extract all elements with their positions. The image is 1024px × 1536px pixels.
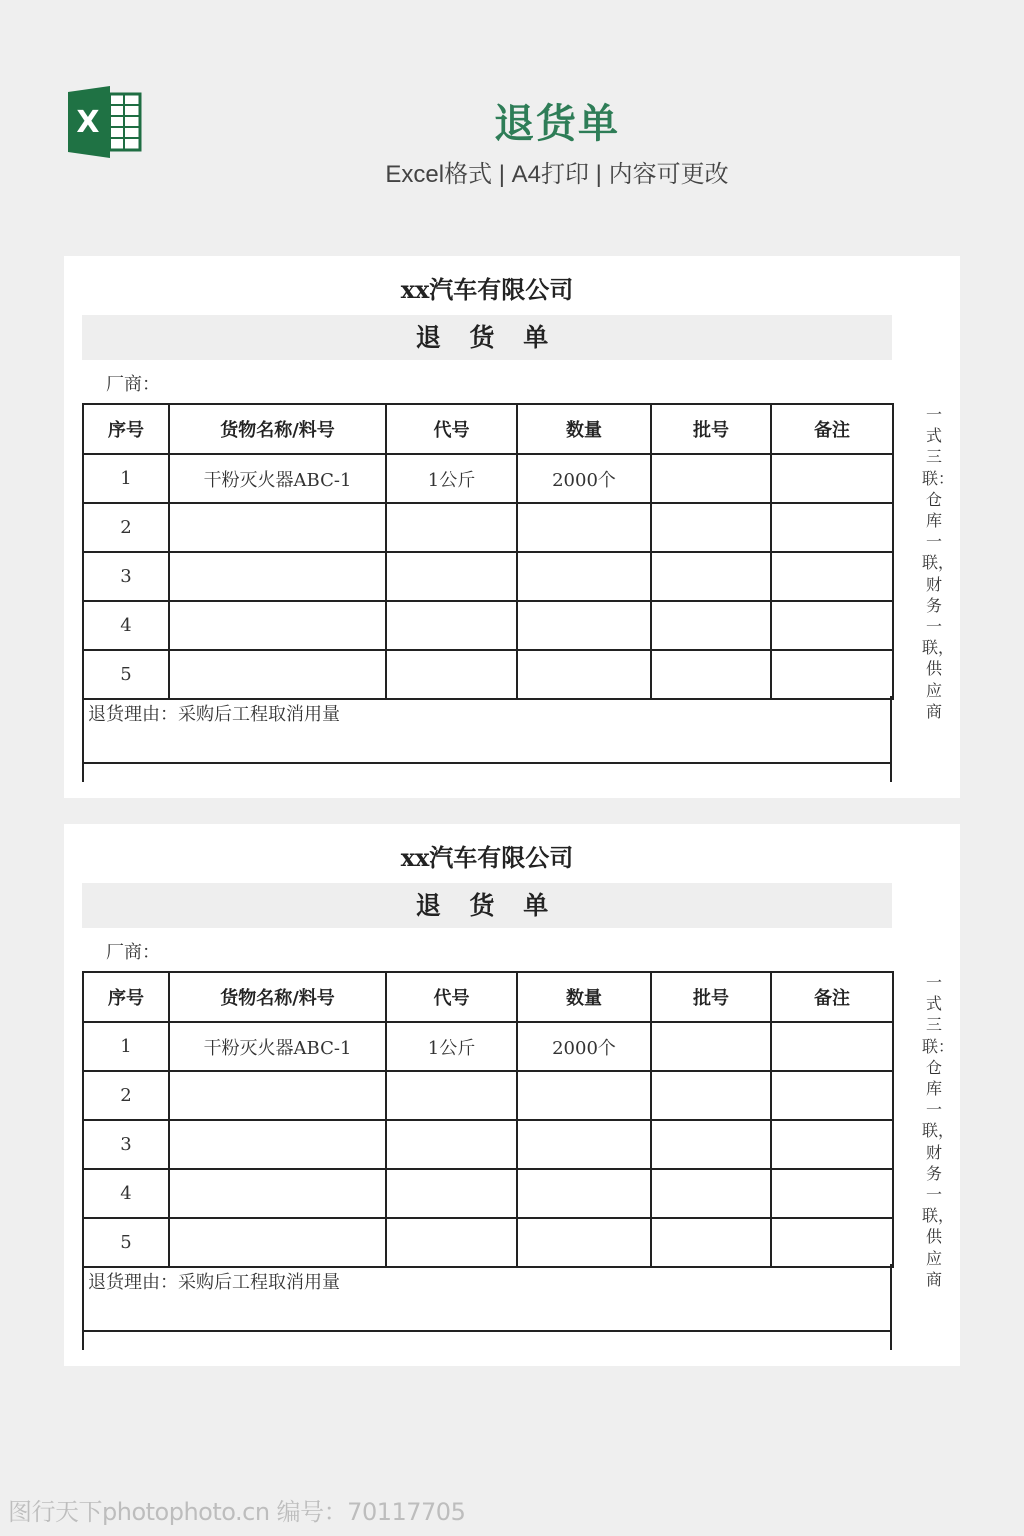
- cell-batch[interactable]: [651, 1120, 771, 1169]
- cell-quantity[interactable]: [517, 552, 651, 601]
- cell-item-name[interactable]: [169, 503, 386, 552]
- cell-quantity[interactable]: [517, 1120, 651, 1169]
- table-row: [83, 454, 893, 503]
- cell-remarks[interactable]: [771, 1169, 893, 1218]
- vendor-field: [106, 938, 200, 964]
- cell-item-name[interactable]: 干粉灭火器ABC-1: [169, 1022, 386, 1071]
- table-border-tail: [82, 764, 84, 782]
- copy-distribution-note: [922, 404, 955, 780]
- cell-index[interactable]: 1: [83, 454, 169, 503]
- form-title: 退 货 单: [82, 315, 892, 360]
- form-title: 退 货 单: [82, 883, 892, 928]
- cell-code[interactable]: [386, 1071, 517, 1120]
- cell-code[interactable]: [386, 1120, 517, 1169]
- col-header-index: 序号: [83, 972, 169, 1022]
- table-row: [83, 552, 893, 601]
- cell-code[interactable]: [386, 601, 517, 650]
- cell-remarks[interactable]: [771, 1120, 893, 1169]
- cell-batch[interactable]: [651, 1022, 771, 1071]
- cell-index[interactable]: 5: [83, 1218, 169, 1267]
- col-header-quantity: 数量: [517, 404, 651, 454]
- col-header-item-name: 货物名称/料号: [169, 404, 386, 454]
- cell-index[interactable]: 2: [83, 1071, 169, 1120]
- page-title: 退货单: [494, 101, 620, 147]
- cell-code[interactable]: [386, 503, 517, 552]
- cell-remarks[interactable]: [771, 503, 893, 552]
- cell-code[interactable]: [386, 552, 517, 601]
- cell-code[interactable]: 1公斤: [386, 1022, 517, 1071]
- table-border-tail: [890, 764, 892, 782]
- cell-batch[interactable]: [651, 1071, 771, 1120]
- cell-remarks[interactable]: [771, 1022, 893, 1071]
- return-items-table: [82, 403, 894, 700]
- cell-batch[interactable]: [651, 454, 771, 503]
- cell-code[interactable]: [386, 1169, 517, 1218]
- table-row: [83, 1071, 893, 1120]
- cell-code[interactable]: [386, 650, 517, 699]
- cell-index[interactable]: 3: [83, 552, 169, 601]
- vendor-label: 厂商：: [106, 942, 160, 963]
- col-header-item-name: 货物名称/料号: [169, 972, 386, 1022]
- cell-quantity[interactable]: 2000个: [517, 1022, 651, 1071]
- cell-item-name[interactable]: [169, 601, 386, 650]
- cell-item-name[interactable]: [169, 650, 386, 699]
- cell-batch[interactable]: [651, 601, 771, 650]
- cell-index[interactable]: 4: [83, 1169, 169, 1218]
- cell-quantity[interactable]: [517, 601, 651, 650]
- col-header-code: 代号: [386, 404, 517, 454]
- cell-remarks[interactable]: [771, 601, 893, 650]
- watermark: 图行天下photophoto.cn 编号：70117705: [8, 1498, 466, 1526]
- cell-batch[interactable]: [651, 1218, 771, 1267]
- cell-item-name[interactable]: 干粉灭火器ABC-1: [169, 454, 386, 503]
- cell-remarks[interactable]: [771, 1071, 893, 1120]
- cell-index[interactable]: 2: [83, 503, 169, 552]
- cell-code[interactable]: [386, 1218, 517, 1267]
- copy-note-text: 一式三联：仓库一联，财务一联，供应商: [922, 405, 955, 721]
- copy-note-text: 一式三联：仓库一联，财务一联，供应商: [922, 973, 955, 1289]
- cell-quantity[interactable]: [517, 1071, 651, 1120]
- cell-quantity[interactable]: [517, 1169, 651, 1218]
- return-reason: 退货理由：采购后工程取消用量: [88, 1272, 340, 1293]
- cell-quantity[interactable]: 2000个: [517, 454, 651, 503]
- table-row: [83, 1120, 893, 1169]
- page-header: [0, 0, 1024, 240]
- cell-batch[interactable]: [651, 650, 771, 699]
- col-header-remarks: 备注: [771, 972, 893, 1022]
- table-border-tail: [890, 1332, 892, 1350]
- table-row: [83, 1022, 893, 1071]
- excel-icon: [66, 86, 144, 158]
- copy-distribution-note: [922, 972, 955, 1348]
- table-row: [83, 1169, 893, 1218]
- cell-index[interactable]: 4: [83, 601, 169, 650]
- col-header-remarks: 备注: [771, 404, 893, 454]
- return-reason: 退货理由：采购后工程取消用量: [88, 704, 340, 725]
- cell-index[interactable]: 3: [83, 1120, 169, 1169]
- cell-remarks[interactable]: [771, 454, 893, 503]
- vendor-label: 厂商：: [106, 374, 160, 395]
- excel-icon-letter: X: [76, 105, 100, 140]
- col-header-code: 代号: [386, 972, 517, 1022]
- table-header-row: [83, 972, 893, 1022]
- table-row: [83, 650, 893, 699]
- cell-item-name[interactable]: [169, 1169, 386, 1218]
- col-header-batch: 批号: [651, 972, 771, 1022]
- col-header-batch: 批号: [651, 404, 771, 454]
- cell-item-name[interactable]: [169, 1120, 386, 1169]
- table-border-tail: [82, 1332, 84, 1350]
- company-name: xx汽车有限公司: [400, 843, 574, 872]
- cell-remarks[interactable]: [771, 552, 893, 601]
- cell-code[interactable]: 1公斤: [386, 454, 517, 503]
- cell-batch[interactable]: [651, 503, 771, 552]
- page-subtitle: Excel格式 | A4打印 | 内容可更改: [385, 161, 729, 188]
- form-sheet-2: [64, 824, 960, 1366]
- cell-item-name[interactable]: [169, 552, 386, 601]
- table-row: [83, 503, 893, 552]
- table-row: [83, 1218, 893, 1267]
- cell-batch[interactable]: [651, 1169, 771, 1218]
- cell-remarks[interactable]: [771, 1218, 893, 1267]
- cell-batch[interactable]: [651, 552, 771, 601]
- cell-quantity[interactable]: [517, 650, 651, 699]
- cell-index[interactable]: 1: [83, 1022, 169, 1071]
- cell-quantity[interactable]: [517, 503, 651, 552]
- cell-index[interactable]: 5: [83, 650, 169, 699]
- cell-item-name[interactable]: [169, 1218, 386, 1267]
- return-items-table: [82, 971, 894, 1268]
- company-name: xx汽车有限公司: [400, 275, 574, 304]
- form-sheet-1: [64, 256, 960, 798]
- return-reason-box[interactable]: [82, 696, 892, 764]
- col-header-index: 序号: [83, 404, 169, 454]
- cell-item-name[interactable]: [169, 1071, 386, 1120]
- table-header-row: [83, 404, 893, 454]
- col-header-quantity: 数量: [517, 972, 651, 1022]
- return-reason-box[interactable]: [82, 1264, 892, 1332]
- cell-quantity[interactable]: [517, 1218, 651, 1267]
- cell-remarks[interactable]: [771, 650, 893, 699]
- vendor-field: [106, 370, 200, 396]
- table-row: [83, 601, 893, 650]
